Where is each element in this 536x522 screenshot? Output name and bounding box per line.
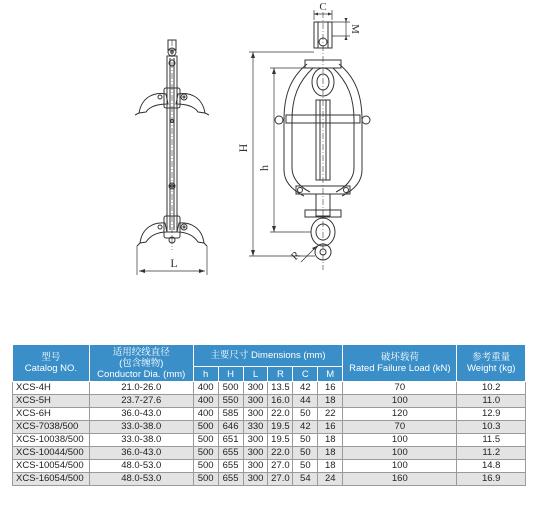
header-dimensions: 主要尺寸 Dimensions (mm) bbox=[193, 345, 343, 367]
cell-model: XCS-10044/500 bbox=[13, 447, 90, 460]
header-dim-H: H bbox=[218, 367, 243, 382]
cell-weight: 12.9 bbox=[457, 408, 526, 421]
cell-dim-H: 550 bbox=[218, 395, 243, 408]
table-row bbox=[13, 473, 526, 486]
cell-dim-M: 18 bbox=[318, 434, 343, 447]
cell-dim-C: 50 bbox=[293, 447, 318, 460]
cell-dim-h: 500 bbox=[193, 447, 218, 460]
cell-dim-M: 18 bbox=[318, 447, 343, 460]
cell-weight: 11.5 bbox=[457, 434, 526, 447]
cell-conductor: 36.0-43.0 bbox=[89, 408, 193, 421]
cell-weight: 10.2 bbox=[457, 382, 526, 395]
cell-load: 120 bbox=[343, 408, 457, 421]
cell-dim-H: 646 bbox=[218, 421, 243, 434]
header-model bbox=[13, 345, 90, 382]
cell-load: 100 bbox=[343, 460, 457, 473]
table-row bbox=[13, 434, 526, 447]
label-R: R bbox=[289, 249, 303, 263]
cell-load: 70 bbox=[343, 382, 457, 395]
header-weight bbox=[457, 345, 526, 382]
cell-dim-M: 24 bbox=[318, 473, 343, 486]
header-model-zh: 型号 bbox=[41, 352, 61, 363]
cell-dim-h: 500 bbox=[193, 421, 218, 434]
cell-dim-R: 19.5 bbox=[268, 421, 293, 434]
table-row bbox=[13, 395, 526, 408]
cell-weight: 11.2 bbox=[457, 447, 526, 460]
cell-conductor: 23.7-27.6 bbox=[89, 395, 193, 408]
header-load-zh: 破坏载荷 bbox=[380, 352, 419, 363]
cell-dim-C: 50 bbox=[293, 408, 318, 421]
cell-dim-C: 42 bbox=[293, 382, 318, 395]
cell-load: 100 bbox=[343, 434, 457, 447]
cell-dim-C: 42 bbox=[293, 421, 318, 434]
header-conductor-zh2: (包含缠物) bbox=[119, 357, 164, 369]
cell-dim-L: 330 bbox=[243, 421, 268, 434]
cell-conductor: 33.0-38.0 bbox=[89, 434, 193, 447]
cell-dim-C: 50 bbox=[293, 434, 318, 447]
cell-model: XCS-6H bbox=[13, 408, 90, 421]
table-body bbox=[13, 382, 526, 486]
cell-conductor: 36.0-43.0 bbox=[89, 447, 193, 460]
label-L: L bbox=[170, 256, 178, 270]
label-C: C bbox=[319, 1, 327, 13]
cell-conductor: 48.0-53.0 bbox=[89, 473, 193, 486]
cell-weight: 11.0 bbox=[457, 395, 526, 408]
cell-weight: 16.9 bbox=[457, 473, 526, 486]
label-h: h bbox=[257, 165, 271, 171]
header-dim-L: L bbox=[243, 367, 268, 382]
cell-model: XCS-16054/500 bbox=[13, 473, 90, 486]
cell-load: 70 bbox=[343, 421, 457, 434]
cell-dim-H: 655 bbox=[218, 460, 243, 473]
header-dim-M: M bbox=[318, 367, 343, 382]
cell-dim-R: 19.5 bbox=[268, 434, 293, 447]
cell-dim-h: 500 bbox=[193, 434, 218, 447]
label-H: H bbox=[236, 143, 250, 153]
cell-model: XCS-10054/500 bbox=[13, 460, 90, 473]
cell-model: XCS-4H bbox=[13, 382, 90, 395]
cell-dim-M: 18 bbox=[318, 395, 343, 408]
table-row bbox=[13, 460, 526, 473]
front-view bbox=[249, 10, 370, 270]
cell-conductor: 48.0-53.0 bbox=[89, 460, 193, 473]
cell-dim-H: 500 bbox=[218, 382, 243, 395]
cell-dim-R: 27.0 bbox=[268, 460, 293, 473]
cell-dim-M: 18 bbox=[318, 460, 343, 473]
cell-model: XCS-10038/500 bbox=[13, 434, 90, 447]
cell-conductor: 21.0-26.0 bbox=[89, 382, 193, 395]
cell-dim-L: 300 bbox=[243, 408, 268, 421]
header-load bbox=[343, 345, 457, 382]
cell-dim-h: 500 bbox=[193, 473, 218, 486]
cell-conductor: 33.0-38.0 bbox=[89, 421, 193, 434]
cell-model: XCS-5H bbox=[13, 395, 90, 408]
header-weight-en: Weight (kg) bbox=[467, 363, 516, 374]
side-view bbox=[135, 40, 209, 275]
cell-dim-L: 300 bbox=[243, 395, 268, 408]
cell-dim-H: 585 bbox=[218, 408, 243, 421]
header-conductor-en: Conductor Dia. (mm) bbox=[97, 368, 186, 380]
cell-dim-C: 44 bbox=[293, 395, 318, 408]
cell-model: XCS-7038/500 bbox=[13, 421, 90, 434]
label-M: M bbox=[349, 24, 361, 34]
cell-load: 100 bbox=[343, 447, 457, 460]
cell-dim-L: 300 bbox=[243, 447, 268, 460]
header-load-en: Rated Failure Load (kN) bbox=[349, 363, 451, 374]
table-row bbox=[13, 421, 526, 434]
cell-dim-L: 300 bbox=[243, 434, 268, 447]
cell-dim-h: 500 bbox=[193, 460, 218, 473]
header-conductor bbox=[89, 345, 193, 382]
cell-dim-R: 22.0 bbox=[268, 447, 293, 460]
cell-dim-M: 22 bbox=[318, 408, 343, 421]
cell-dim-M: 16 bbox=[318, 382, 343, 395]
cell-dim-R: 13.5 bbox=[268, 382, 293, 395]
cell-weight: 14.8 bbox=[457, 460, 526, 473]
header-dim-h: h bbox=[193, 367, 218, 382]
cell-dim-H: 655 bbox=[218, 473, 243, 486]
cell-dim-h: 400 bbox=[193, 408, 218, 421]
cell-dim-H: 655 bbox=[218, 447, 243, 460]
cell-dim-L: 300 bbox=[243, 473, 268, 486]
cell-dim-h: 400 bbox=[193, 395, 218, 408]
cell-weight: 10.3 bbox=[457, 421, 526, 434]
header-model-en: Catalog NO. bbox=[24, 363, 78, 374]
specification-table bbox=[12, 344, 526, 486]
table-row bbox=[13, 447, 526, 460]
cell-dim-h: 400 bbox=[193, 382, 218, 395]
cell-load: 100 bbox=[343, 395, 457, 408]
cell-dim-M: 16 bbox=[318, 421, 343, 434]
table-row bbox=[13, 382, 526, 395]
header-dim-C: C bbox=[293, 367, 318, 382]
cell-dim-R: 16.0 bbox=[268, 395, 293, 408]
cell-dim-R: 27.0 bbox=[268, 473, 293, 486]
cell-dim-H: 651 bbox=[218, 434, 243, 447]
cell-load: 160 bbox=[343, 473, 457, 486]
cell-dim-C: 54 bbox=[293, 473, 318, 486]
header-dim-R: R bbox=[268, 367, 293, 382]
cell-dim-R: 22.0 bbox=[268, 408, 293, 421]
cell-dim-L: 300 bbox=[243, 382, 268, 395]
header-weight-zh: 参考重量 bbox=[472, 352, 511, 363]
cell-dim-L: 300 bbox=[243, 460, 268, 473]
table-row bbox=[13, 408, 526, 421]
cell-dim-C: 50 bbox=[293, 460, 318, 473]
header-conductor-zh1: 适用绞线直径 bbox=[112, 346, 170, 358]
